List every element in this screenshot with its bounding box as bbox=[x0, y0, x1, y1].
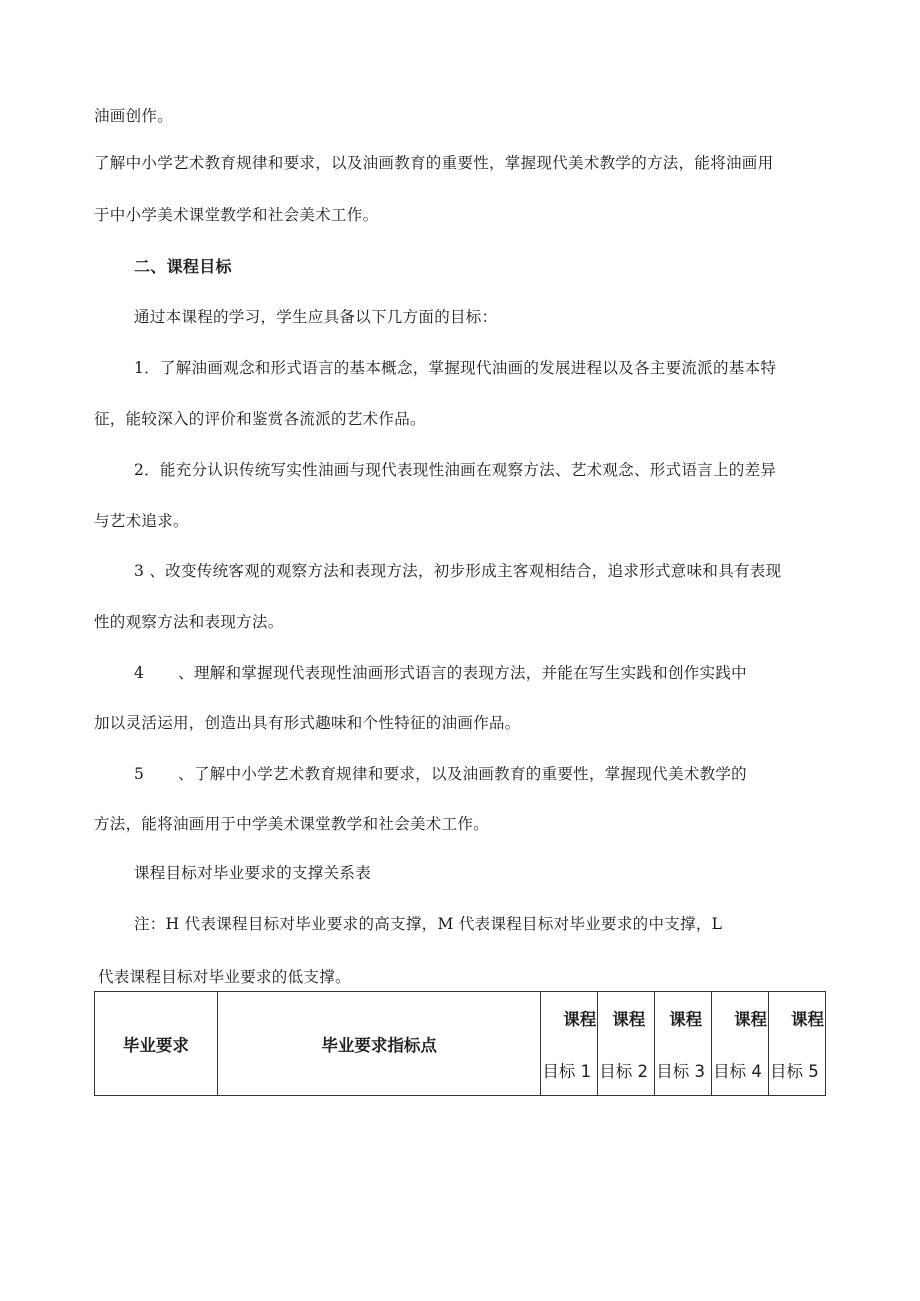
header-course-goal-3 bbox=[655, 992, 712, 1096]
goal-2-line-2: 与艺术追求。 bbox=[94, 512, 189, 530]
header-goal-label-top: 课程 bbox=[563, 1010, 597, 1029]
paragraph-line: 于中小学美术课堂教学和社会美术工作。 bbox=[94, 206, 379, 224]
goal-3-line-1: 3 、改变传统客观的观察方法和表现方法，初步形成主客观相结合，追求形式意味和具有表现 bbox=[134, 562, 782, 580]
header-goal-label-top: 课程 bbox=[669, 1010, 703, 1029]
note-line-1: 注：H 代表课程目标对毕业要求的高支撑，M 代表课程目标对毕业要求的中支撑，L bbox=[134, 915, 723, 933]
goal-1-line-2: 征，能较深入的评价和鉴赏各流派的艺术作品。 bbox=[94, 410, 426, 428]
goal-1-line-1: 1．了解油画观念和形式语言的基本概念，掌握现代油画的发展进程以及各主要流派的基本特 bbox=[134, 359, 777, 377]
header-course-goal-4 bbox=[712, 992, 769, 1096]
header-course-goal-2 bbox=[598, 992, 655, 1096]
note-line-2: 代表课程目标对毕业要求的低支撑。 bbox=[98, 968, 351, 986]
header-graduation-requirement: 毕业要求 bbox=[95, 992, 218, 1096]
header-goal-label-bottom: 目标 2 bbox=[599, 1062, 649, 1081]
paragraph-continuation: 油画创作。 bbox=[94, 107, 174, 125]
table-header-row bbox=[95, 992, 826, 1096]
header-goal-label-bottom: 目标 5 bbox=[770, 1062, 819, 1081]
header-requirement-indicator: 毕业要求指标点 bbox=[217, 992, 541, 1096]
goal-5-line-2: 方法，能将油画用于中学美术课堂教学和社会美术工作。 bbox=[94, 815, 490, 833]
intro-paragraph: 通过本课程的学习，学生应具备以下几方面的目标： bbox=[134, 308, 498, 326]
goal-4-text: 、理解和掌握现代表现性油画形式语言的表现方法，并能在写生实践和创作实践中 bbox=[178, 664, 747, 682]
header-goal-label-bottom: 目标 3 bbox=[656, 1062, 705, 1081]
goal-4-number: 4 bbox=[134, 664, 145, 682]
goal-4-line-2: 加以灵活运用，创造出具有形式趣味和个性特征的油画作品。 bbox=[94, 714, 521, 732]
goal-5-number: 5 bbox=[134, 765, 145, 783]
header-goal-label-top: 课程 bbox=[612, 1010, 646, 1029]
header-course-goal-5 bbox=[769, 992, 826, 1096]
header-goal-label-bottom: 目标 4 bbox=[713, 1062, 762, 1081]
goal-2-line-1: 2．能充分认识传统写实性油画与现代表现性油画在观察方法、艺术观念、形式语言上的差异 bbox=[134, 461, 777, 479]
header-goal-label-bottom: 目标 1 bbox=[542, 1062, 592, 1081]
paragraph-line: 了解中小学艺术教育规律和要求，以及油画教育的重要性，掌握现代美术教学的方法，能将油画用 bbox=[94, 154, 774, 172]
goal-5-text: 、了解中小学艺术教育规律和要求，以及油画教育的重要性，掌握现代美术教学的 bbox=[178, 765, 747, 783]
table-title: 课程目标对毕业要求的支撑关系表 bbox=[134, 864, 372, 882]
header-goal-label-top: 课程 bbox=[734, 1010, 768, 1029]
support-relation-table bbox=[94, 991, 826, 1096]
goal-4-line-1 bbox=[134, 662, 747, 684]
goal-5-line-1 bbox=[134, 763, 747, 785]
section-heading: 二、课程目标 bbox=[134, 257, 232, 276]
header-course-goal-1 bbox=[541, 992, 598, 1096]
goal-3-line-2: 性的观察方法和表现方法。 bbox=[94, 613, 284, 631]
header-goal-label-top: 课程 bbox=[791, 1010, 824, 1029]
